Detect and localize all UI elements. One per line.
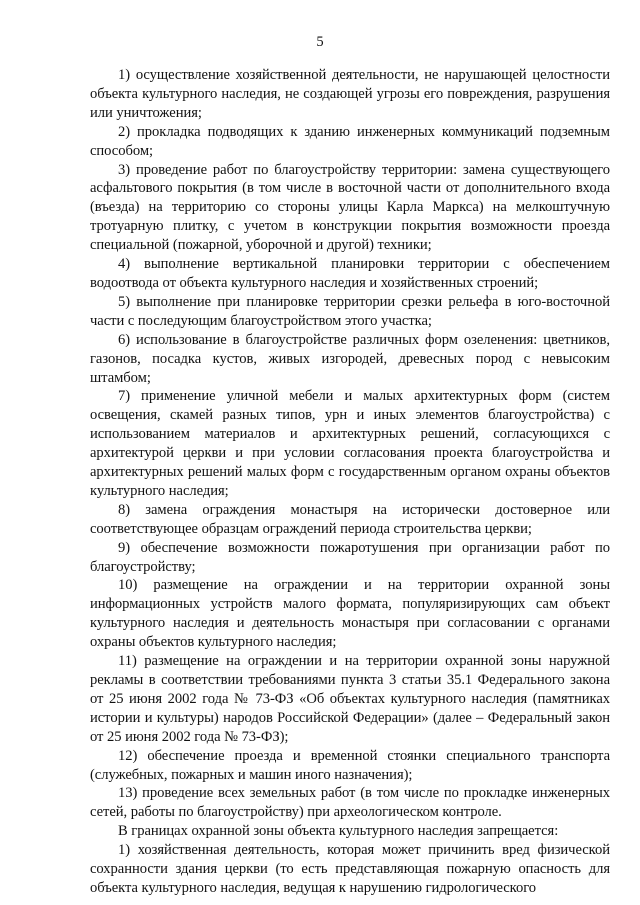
prohibition-item-1: 1) хозяйственная деятельность, которая может причинить вред физической сохранности здания церкви (то есть представляющая пожарную опасность для объекта культурного наследия, ведущая к нарушению гидрологического <box>90 842 610 896</box>
paragraph-item-6: 6) использование в благоустройстве различных форм озеленения: цветников, газонов, посадка кустов, живых изгородей, древесных пород с невысоким штамбом; <box>90 331 610 386</box>
prohibition-heading: В границах охранной зоны объекта культурного наследия запрещается: <box>118 823 559 840</box>
paragraph-item-5: 5) выполнение при планировке территории срезки рельефа в юго-восточной части с последующим благоустройством этого участка; <box>90 293 610 329</box>
paragraph-item-8: 8) замена ограждения монастыря на исторически достоверное или соответствующее образцам ограждений периода строительства церкви; <box>90 501 610 537</box>
scan-speck <box>468 858 470 860</box>
paragraph-item-10: 10) размещение на ограждении и на территории охранной зоны информационных устройств малого формата, популяризирующих сам объект культурного наследия и деятельность монастыря при согласовании с органами охраны объектов культурного наследия; <box>90 577 610 651</box>
paragraph-item-11: 11) размещение на ограждении и на территории охранной зоны наружной рекламы в соответствии требованиями пункта 3 статьи 35.1 Федерального закона от 25 июня 2002 года № 73-ФЗ «Об объектах культурного наследия (памятниках истории и культуры) народов Российской Федерации» (далее – Федеральный закон от 25 июня 2002 года № 73-ФЗ); <box>90 653 610 745</box>
paragraph-item-2: 2) прокладка подводящих к зданию инженерных коммуникаций подземным способом; <box>90 123 610 159</box>
paragraph-item-1: 1) осуществление хозяйственной деятельности, не нарушающей целостности объекта культурного наследия, не создающей угрозы его повреждения, разрушения или уничтожения; <box>90 67 610 121</box>
document-body <box>90 66 610 898</box>
paragraph-item-4: 4) выполнение вертикальной планировки территории с обеспечением водоотвода от объекта культурного наследия и хозяйственных строений; <box>90 256 610 291</box>
paragraph-item-13: 13) проведение всех земельных работ (в том числе по прокладке инженерных сетей, работы по благоустройству) при археологическом контроле. <box>90 785 610 821</box>
paragraph-item-12: 12) обеспечение проезда и временной стоянки специального транспорта (служебных, пожарных и машин иного назначения); <box>90 747 610 783</box>
paragraph-item-9: 9) обеспечение возможности пожаротушения при организации работ по благоустройству; <box>90 539 610 575</box>
paragraph-item-7: 7) применение уличной мебели и малых архитектурных форм (систем освещения, скамей разных типов, урн и иных элементов благоустройства) с использованием материалов и архитектурных решений, согласующихся с архитектурой церкви и при условии согласования проекта благоустройства и архитектурных решений малых форм с государственным органом охраны объектов культурного наследия; <box>90 388 610 499</box>
paragraph-item-3: 3) проведение работ по благоустройству территории: замена существующего асфальтового покрытия (в том числе в восточной части от дополнительного входа (въезда) на территорию со стороны улицы Карла Маркса) на мелкоштучную тротуарную плитку, с учетом в конструкции покрытия возможности проезда специальной (пожарной, уборочной и другой) техники; <box>90 161 610 254</box>
page-number: 5 <box>316 34 324 50</box>
